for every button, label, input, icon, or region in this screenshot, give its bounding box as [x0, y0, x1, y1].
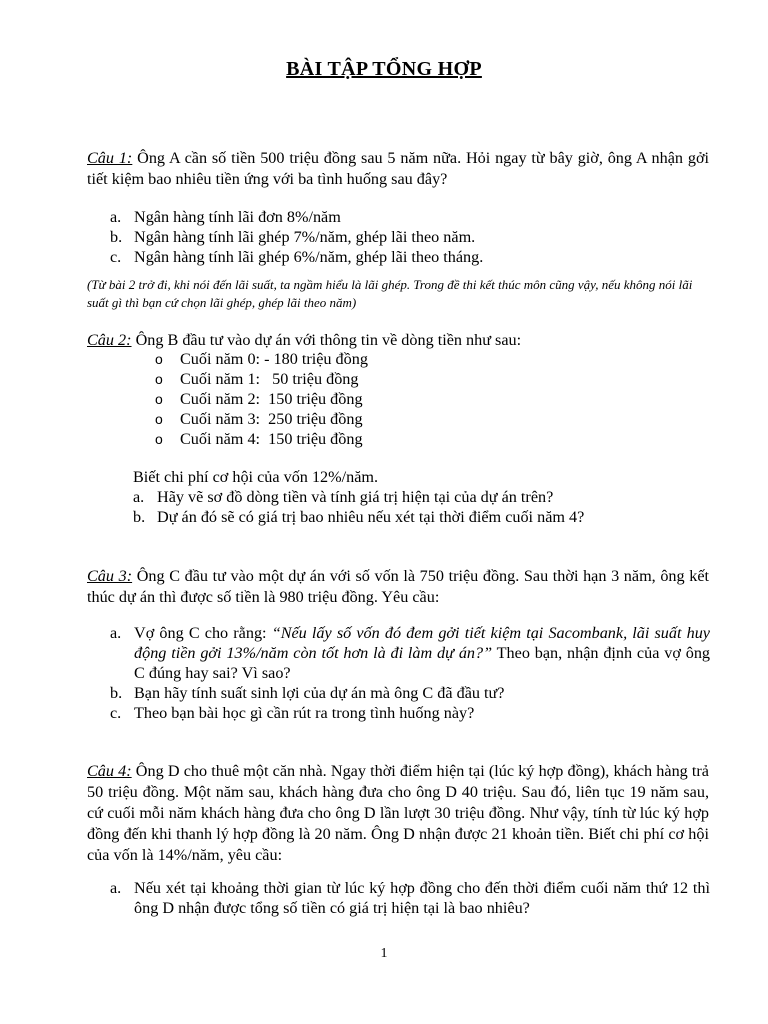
list-item-text: Theo bạn, nhận định của vợ ông C đúng hay sai? Vì sao?: [134, 644, 711, 682]
list-item: [110, 227, 710, 247]
question-3-options: [110, 623, 710, 723]
list-marker: a.: [133, 488, 145, 506]
list-item: [110, 703, 710, 723]
cashflow-text: Cuối năm 2: 150 triệu đồng: [180, 390, 363, 408]
question-3-body: Ông C đầu tư vào một dự án với số vốn là 750 triệu đồng. Sau thời hạn 3 năm, ông kết thúc dự án thì được số tiền là 980 triệu đồng. Yêu cầu:: [87, 567, 710, 606]
cashflow-text: Cuối năm 1: 50 triệu đồng: [180, 370, 359, 388]
list-item: [110, 878, 710, 918]
cashflow-item: [155, 369, 555, 389]
list-item-text: Ngân hàng tính lãi đơn 8%/năm: [134, 208, 341, 226]
question-2-text: [87, 330, 709, 351]
list-item-text: Dự án đó sẽ có giá trị bao nhiêu nếu xét tại thời điểm cuối năm 4?: [157, 508, 585, 526]
list-marker: c.: [110, 704, 122, 722]
list-item: [110, 207, 710, 227]
list-marker: a.: [110, 624, 122, 642]
question-1-label: Câu 1:: [87, 149, 133, 167]
list-item-text: Theo bạn bài học gì cần rút ra trong tình huống này?: [134, 704, 475, 722]
list-item-text: Ngân hàng tính lãi ghép 7%/năm, ghép lãi theo năm.: [134, 228, 476, 246]
list-item-text: Vợ ông C cho rằng:: [134, 624, 272, 642]
question-4-options: [110, 878, 710, 918]
cashflow-text: Cuối năm 0: - 180 triệu đồng: [180, 350, 368, 368]
question-4-body: Ông D cho thuê một căn nhà. Ngay thời điểm hiện tại (lúc ký hợp đồng), khách hàng trả 50 triệu đồng. Một năm sau, khách hàng đưa cho ông D 40 triệu. Sau đó, liên tục 19 năm sau, cứ cuối mỗi năm khách hàng đưa cho ông D lần lượt 30 triệu đồng. Như vậy, tính từ lúc ký hợp đồng đến khi thanh lý hợp đồng là 20 năm. Ông D nhận được 21 khoản tiền. Biết chi phí cơ hội của vốn là 14%/năm, yêu cầu:: [87, 762, 709, 864]
question-2-label: Câu 2:: [87, 331, 132, 349]
question-2-body: Ông B đầu tư vào dự án với thông tin về dòng tiền như sau:: [131, 331, 522, 349]
cashflow-text: Cuối năm 4: 150 triệu đồng: [180, 430, 363, 448]
question-3-label: Câu 3:: [87, 567, 133, 585]
bullet-marker: o: [155, 351, 163, 367]
page-number: 1: [380, 946, 388, 961]
list-marker: b.: [110, 228, 123, 246]
question-4-label: Câu 4:: [87, 762, 132, 780]
list-item-text: Bạn hãy tính suất sinh lợi của dự án mà ông C đã đầu tư?: [134, 684, 505, 702]
cost-of-capital: Biết chi phí cơ hội của vốn 12%/năm.: [133, 468, 379, 486]
bullet-marker: o: [155, 391, 163, 407]
cashflow-item: [155, 389, 555, 409]
list-item: [133, 487, 713, 507]
list-item: [133, 507, 713, 527]
list-item-text: Ngân hàng tính lãi ghép 6%/năm, ghép lãi theo tháng.: [134, 248, 484, 266]
list-marker: b.: [110, 684, 123, 702]
quoted-text: “Nếu lấy số vốn đó đem gởi tiết kiệm tại Sacombank, lãi suất huy động tiền gởi 13%/năm còn tốt hơn là đi làm dự án?”: [134, 624, 710, 662]
page-title: BÀI TẬP TỔNG HỢP: [286, 58, 482, 80]
question-2-options: [133, 487, 713, 527]
bullet-marker: o: [155, 431, 163, 447]
question-1-options: [110, 207, 710, 267]
list-marker: a.: [110, 879, 122, 897]
cashflow-item: [155, 409, 555, 429]
question-1-body: Ông A cần số tiền 500 triệu đồng sau 5 năm nữa. Hỏi ngay từ bây giờ, ông A nhận gởi tiết kiệm bao nhiêu tiền ứng với ba tình huống sau đây?: [87, 149, 710, 188]
cashflow-list: [155, 349, 555, 449]
list-item-text: Hãy vẽ sơ đồ dòng tiền và tính giá trị hiện tại của dự án trên?: [157, 488, 554, 506]
question-3-text: [87, 566, 709, 608]
cashflow-text: Cuối năm 3: 250 triệu đồng: [180, 410, 363, 428]
list-marker: a.: [110, 208, 122, 226]
list-marker: b.: [133, 508, 146, 526]
bullet-marker: o: [155, 411, 163, 427]
list-marker: c.: [110, 248, 122, 266]
list-item: [110, 247, 710, 267]
bullet-marker: o: [155, 371, 163, 387]
list-item-text: Nếu xét tại khoảng thời gian từ lúc ký hợp đồng cho đến thời điểm cuối năm thứ 12 thì ông D nhận được tổng số tiền có giá trị hiện tại là bao nhiêu?: [134, 879, 710, 917]
question-1-text: [87, 148, 709, 190]
cashflow-item: [155, 429, 555, 449]
list-item: [110, 623, 710, 683]
cashflow-item: [155, 349, 555, 369]
question-4-text: [87, 761, 709, 866]
list-item: [110, 683, 710, 703]
note-text: (Từ bài 2 trở đi, khi nói đến lãi suất, ta ngầm hiểu là lãi ghép. Trong đề thi kết thúc môn cũng vậy, nếu không nói lãi suất gì thì bạn cứ chọn lãi ghép, ghép lãi theo năm): [87, 277, 693, 310]
